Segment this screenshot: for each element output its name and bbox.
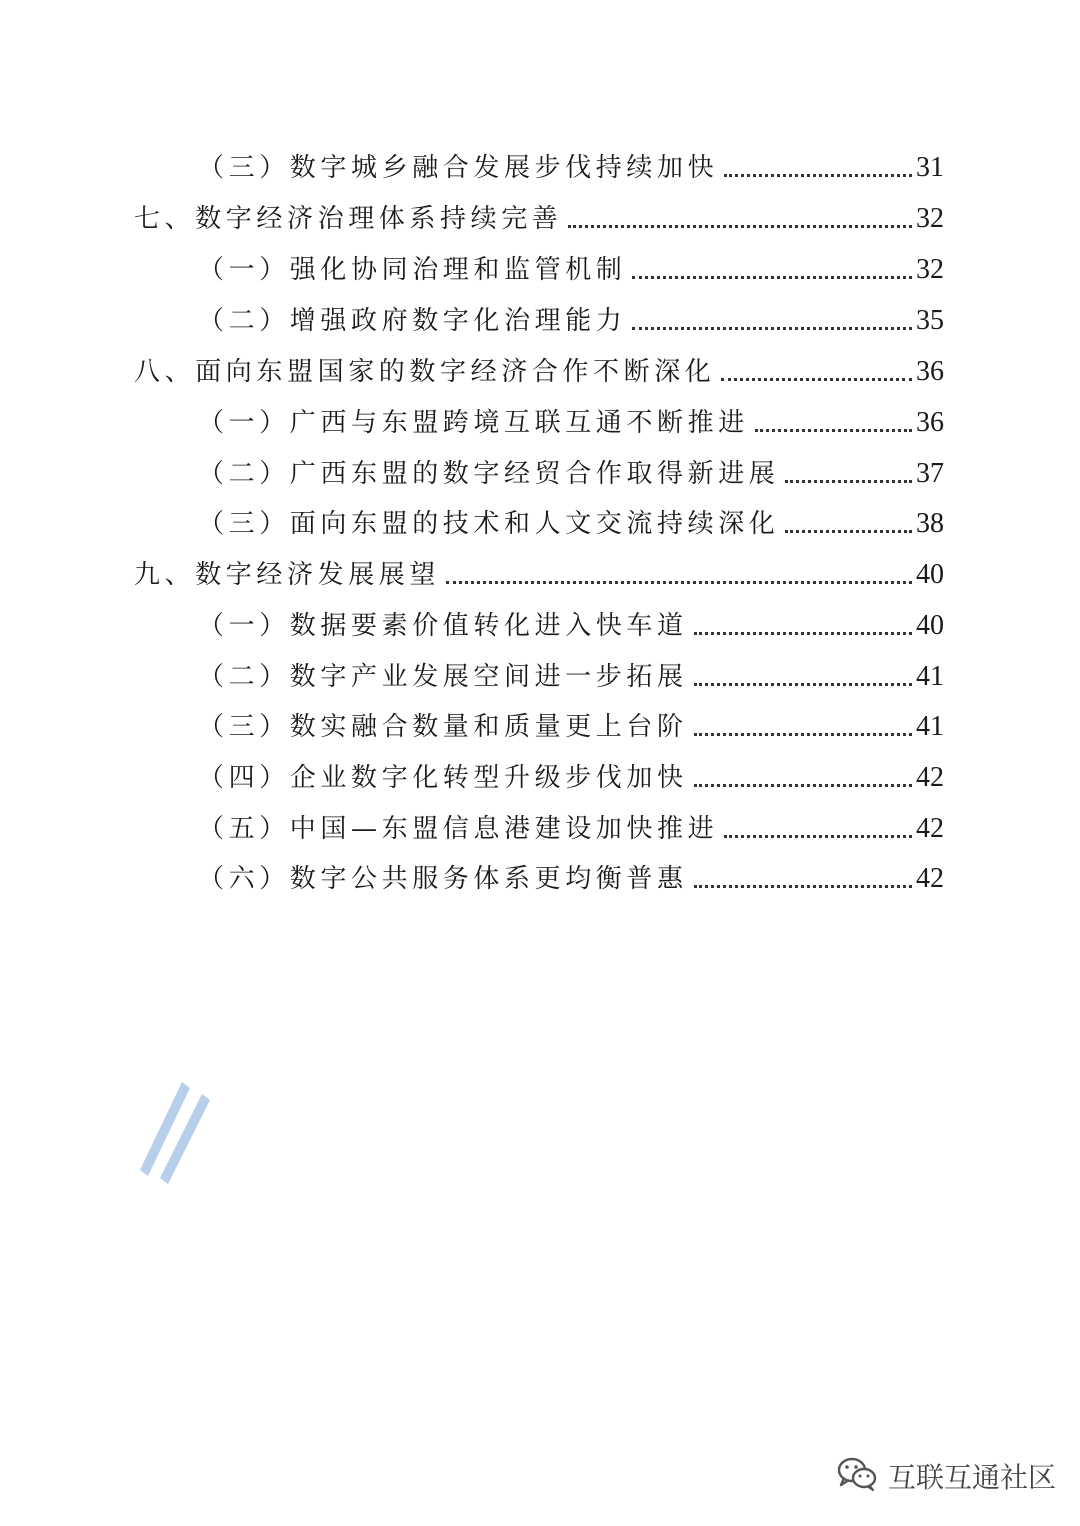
toc-entry[interactable] bbox=[134, 552, 944, 592]
toc-entry[interactable] bbox=[134, 349, 944, 389]
toc-entry-title: （三）数字城乡融合发展步伐持续加快 bbox=[198, 153, 719, 183]
toc-entry[interactable] bbox=[198, 501, 944, 541]
toc-entry-title: （五）中国—东盟信息港建设加快推进 bbox=[198, 814, 719, 844]
toc-entry-title: （四）企业数字化转型升级步伐加快 bbox=[198, 763, 688, 793]
toc-entry[interactable] bbox=[198, 654, 944, 694]
toc-entry-title: （六）数字公共服务体系更均衡普惠 bbox=[198, 864, 688, 894]
toc-entry-title: （二）增强政府数字化治理能力 bbox=[198, 306, 627, 336]
toc-entry-page: 32 bbox=[916, 203, 944, 234]
toc-entry-page: 42 bbox=[916, 762, 944, 793]
watermark-text: 互联互通社区 bbox=[888, 1461, 1057, 1494]
toc-entry-title: （一）广西与东盟跨境互联互通不断推进 bbox=[198, 408, 749, 438]
toc-entry-page: 35 bbox=[916, 305, 944, 336]
toc-dot-leader bbox=[694, 784, 912, 787]
toc-entry-title: （一）强化协同治理和监管机制 bbox=[198, 255, 627, 285]
toc-entry[interactable] bbox=[198, 704, 944, 744]
toc-entry-page: 40 bbox=[916, 610, 944, 641]
toc-dot-leader bbox=[694, 733, 912, 736]
toc-entry-page: 31 bbox=[916, 152, 944, 183]
toc-entry-page: 42 bbox=[916, 813, 944, 844]
toc-dot-leader bbox=[694, 632, 912, 635]
toc-dot-leader bbox=[694, 885, 912, 888]
toc-entry-page: 36 bbox=[916, 407, 944, 438]
toc-entry-page: 42 bbox=[916, 863, 944, 894]
toc-dot-leader bbox=[568, 225, 912, 228]
watermark bbox=[836, 1456, 1056, 1496]
wechat-icon bbox=[836, 1456, 878, 1496]
double-slash-decoration-icon bbox=[130, 1080, 220, 1194]
toc-entry[interactable] bbox=[198, 400, 944, 440]
toc-entry-title: （三）数实融合数量和质量更上台阶 bbox=[198, 712, 688, 742]
toc-entry[interactable] bbox=[198, 856, 944, 896]
toc-entry[interactable] bbox=[198, 755, 944, 795]
toc-entry[interactable] bbox=[134, 196, 944, 236]
toc-entry-page: 32 bbox=[916, 254, 944, 285]
toc-entry-title: 七、数字经济治理体系持续完善 bbox=[134, 204, 563, 234]
toc-entry-title: （三）面向东盟的技术和人文交流持续深化 bbox=[198, 509, 780, 539]
toc-entry-page: 41 bbox=[916, 661, 944, 692]
toc-entry-page: 37 bbox=[916, 458, 944, 489]
toc-dot-leader bbox=[724, 835, 912, 838]
toc-dot-leader bbox=[632, 327, 912, 330]
toc-dot-leader bbox=[785, 530, 912, 533]
toc-entry-title: （一）数据要素价值转化进入快车道 bbox=[198, 611, 688, 641]
toc-entry[interactable] bbox=[198, 451, 944, 491]
toc-entry-title: 九、数字经济发展展望 bbox=[134, 560, 441, 590]
toc-dot-leader bbox=[785, 480, 912, 483]
toc-entry-page: 40 bbox=[916, 559, 944, 590]
toc-entry[interactable] bbox=[198, 247, 944, 287]
toc-entry-page: 36 bbox=[916, 356, 944, 387]
toc-entry-title: 八、面向东盟国家的数字经济合作不断深化 bbox=[134, 357, 716, 387]
toc-entry-page: 38 bbox=[916, 508, 944, 539]
toc-dot-leader bbox=[632, 276, 912, 279]
toc-entry-page: 41 bbox=[916, 711, 944, 742]
toc-entry-title: （二）数字产业发展空间进一步拓展 bbox=[198, 662, 688, 692]
toc-dot-leader bbox=[694, 683, 912, 686]
toc-dot-leader bbox=[724, 174, 912, 177]
toc-entry[interactable] bbox=[198, 603, 944, 643]
toc-entry[interactable] bbox=[198, 806, 944, 846]
toc-dot-leader bbox=[721, 378, 912, 381]
toc-entry[interactable] bbox=[198, 298, 944, 338]
toc-dot-leader bbox=[446, 581, 912, 584]
toc-dot-leader bbox=[755, 429, 912, 432]
toc-entry-title: （二）广西东盟的数字经贸合作取得新进展 bbox=[198, 459, 780, 489]
toc-entry[interactable] bbox=[198, 145, 944, 185]
